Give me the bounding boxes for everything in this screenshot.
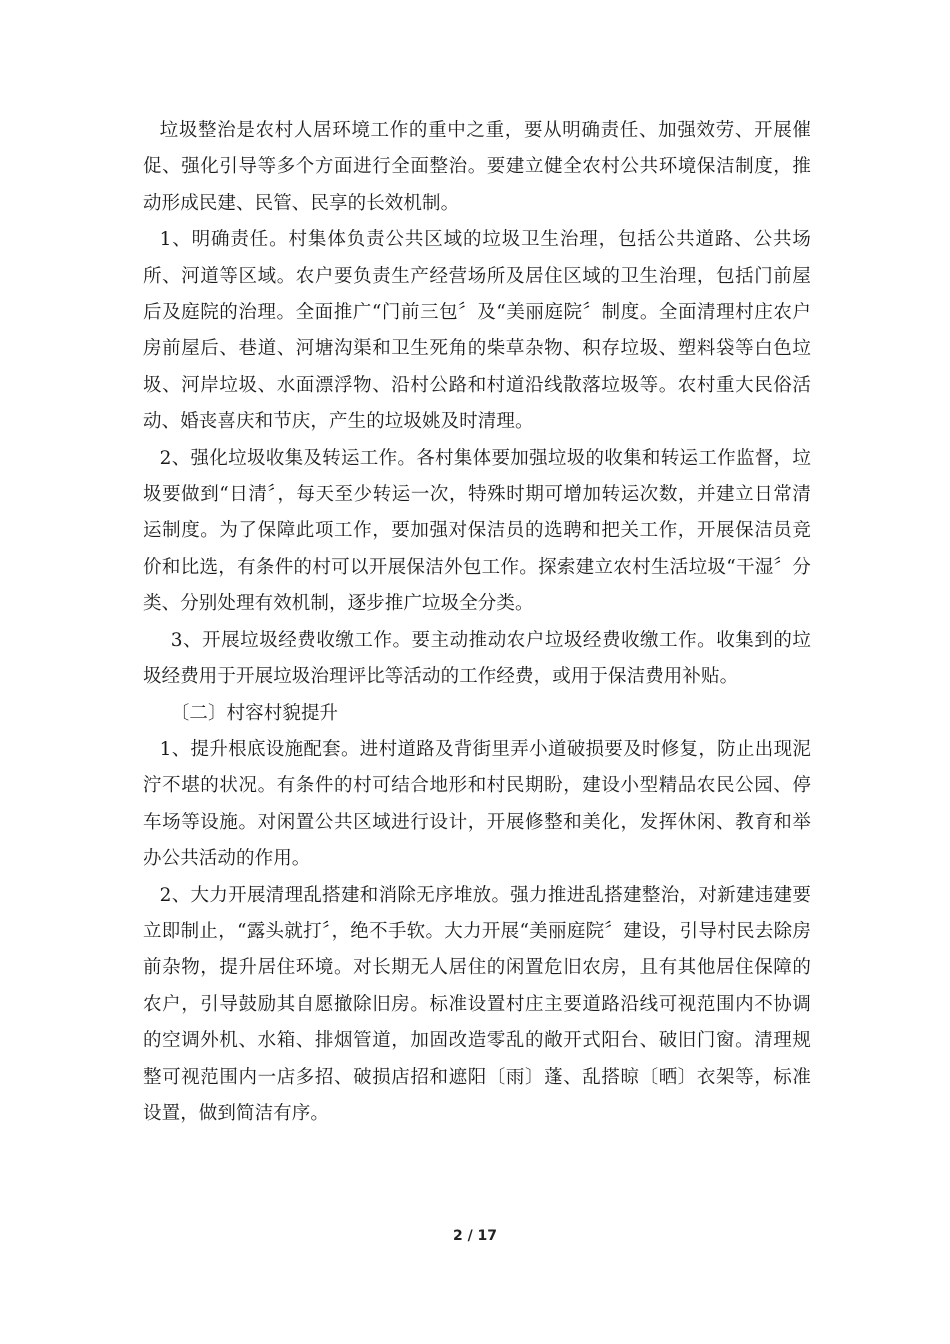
page-number: 2 / 17 bbox=[452, 1228, 498, 1244]
paragraph-intro: 垃圾整治是农村人居环境工作的重中之重，要从明确责任、加强效劳、开展催促、强化引导等多个方面进行全面整治。要建立健全农村公共环境保洁制度，推动形成民建、民管、民享的长效机制。 bbox=[143, 120, 811, 214]
paragraph-infrastructure: 1、提升根底设施配套。进村道路及背街里弄小道破损要及时修复，防止出现泥泞不堪的状况。有条件的村可结合地形和村民期盼，建设小型精品农民公园、停车场等设施。对闲置公共区域进行设计，开展修整和美化，发挥休闲、教育和举办公共活动的作用。 bbox=[143, 738, 811, 870]
document-body bbox=[143, 113, 811, 1132]
paragraph-illegal-construction: 2、大力开展清理乱搭建和消除无序堆放。强力推进乱搭建整治，对新建违建要立即制止，“露头就打〞，绝不手软。大力开展“美丽庭院〞建设，引导村民去除房前杂物，提升居住环境。对长期无人居住的闲置危旧农房，且有其他居住保障的农户，引导鼓励其自愿撤除旧房。标准设置村庄主要道路沿线可视范围内不协调的空调外机、水箱、排烟管道，加固改造零乱的敞开式阳台、破旧门窗。清理规整可视范围内一店多招、破损店招和遮阳〔雨〕蓬、乱搭晾〔晒〕衣架等，标准设置，做到简洁有序。 bbox=[143, 884, 811, 1124]
paragraph-garbage-fees: 3、开展垃圾经费收缴工作。要主动推动农户垃圾经费收缴工作。收集到的垃圾经费用于开展垃圾治理评比等活动的工作经费，或用于保洁费用补贴。 bbox=[143, 629, 811, 688]
paragraph-clarify-responsibility: 1、明确责任。村集体负责公共区域的垃圾卫生治理，包括公共道路、公共场所、河道等区域。农户要负责生产经营场所及居住区域的卫生治理，包括门前屋后及庭院的治理。全面推广“门前三包〞及“美丽庭院〞制度。全面清理村庄农户房前屋后、巷道、河塘沟渠和卫生死角的柴草杂物、积存垃圾、塑料袋等白色垃圾、河岸垃圾、水面漂浮物、沿村公路和村道沿线散落垃圾等。农村重大民俗活动、婚丧喜庆和节庆，产生的垃圾姚及时清理。 bbox=[143, 229, 811, 433]
paragraph-garbage-collection: 2、强化垃圾收集及转运工作。各村集体要加强垃圾的收集和转运工作监督，垃圾要做到“日清〞，每天至少转运一次，特殊时期可增加转运次数，并建立日常清运制度。为了保障此项工作，要加强对保洁员的选聘和把关工作，开展保洁员竞价和比选，有条件的村可以开展保洁外包工作。探索建立农村生活垃圾“干湿〞分类、分别处理有效机制，逐步推广垃圾全分类。 bbox=[143, 447, 811, 615]
section-heading-village-appearance: 〔二〕村容村貌提升 bbox=[170, 702, 339, 724]
